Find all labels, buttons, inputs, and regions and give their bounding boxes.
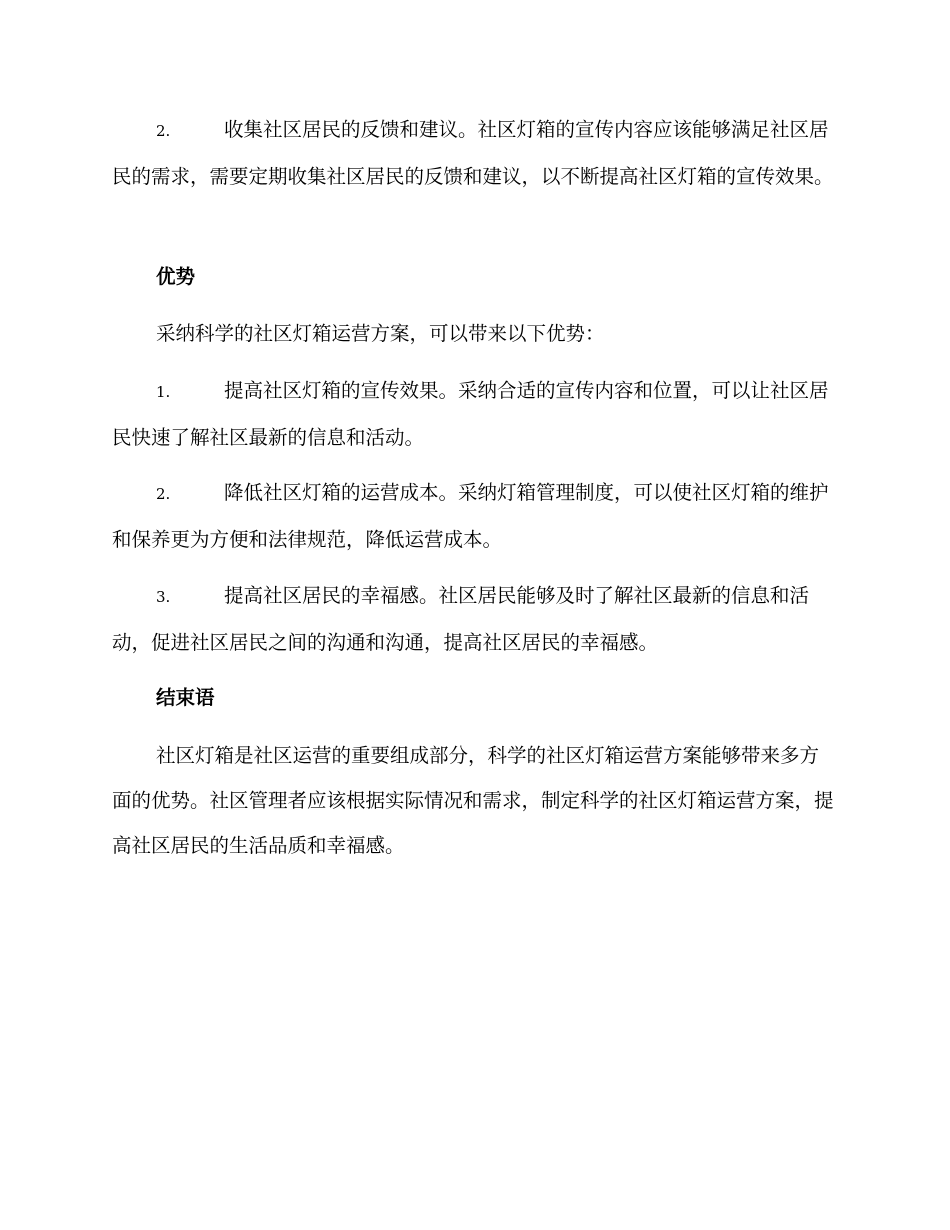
list-item-text: 提高社区居民的幸福感。社区居民能够及时了解社区最新的信息和活动，促进社区居民之间的沟通和沟通，提高社区居民的幸福感。	[112, 584, 810, 654]
advantages-intro: 采纳科学的社区灯箱运营方案，可以带来以下优势：	[156, 322, 605, 345]
advantage-item-2	[112, 470, 834, 562]
list-item-text: 收集社区居民的反馈和建议。社区灯箱的宣传内容应该能够满足社区居民的需求，需要定期收集社区居民的反馈和建议，以不断提高社区灯箱的宣传效果。	[112, 118, 834, 188]
list-item-feedback	[112, 107, 834, 199]
list-item-text: 降低社区灯箱的运营成本。采纳灯箱管理制度，可以使社区灯箱的维护和保养更为方便和法律规范，降低运营成本。	[112, 481, 829, 551]
advantage-item-3	[112, 573, 834, 665]
advantage-item-1	[112, 368, 834, 460]
conclusion-paragraph: 社区灯箱是社区运营的重要组成部分，科学的社区灯箱运营方案能够带来多方面的优势。社区管理者应该根据实际情况和需求，制定科学的社区灯箱运营方案，提高社区居民的生活品质和幸福感。	[112, 744, 834, 857]
list-item-number: 2.	[156, 122, 171, 140]
list-item-number: 1.	[156, 383, 171, 401]
section-heading-conclusion: 结束语	[156, 686, 215, 709]
list-item-number: 3.	[156, 588, 171, 606]
section-heading-advantages: 优势	[156, 265, 196, 288]
list-item-number: 2.	[156, 485, 171, 503]
list-item-text: 提高社区灯箱的宣传效果。采纳合适的宣传内容和位置，可以让社区居民快速了解社区最新的信息和活动。	[112, 379, 829, 449]
